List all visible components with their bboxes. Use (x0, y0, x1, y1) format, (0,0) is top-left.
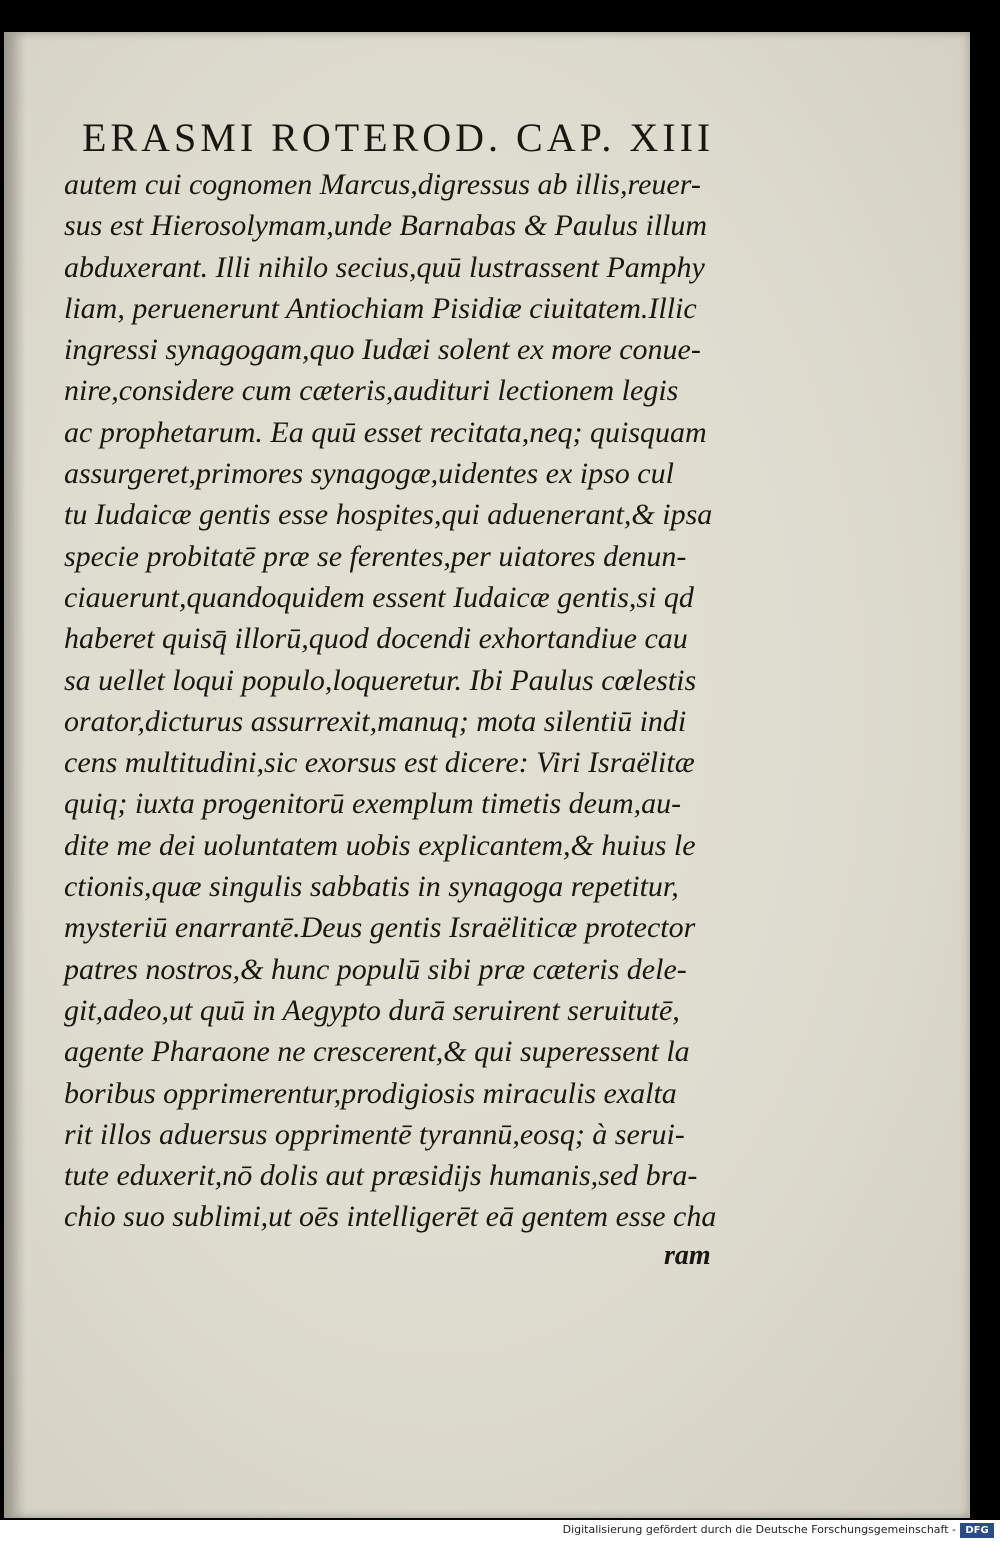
text-line: assurgeret,primores synagogæ,uidentes ex ipso cul (64, 457, 674, 491)
text-line: quiq; iuxta progenitorū exemplum timetis deum,au- (64, 787, 682, 821)
text-line: rit illos aduersus opprimentē tyrannū,eosq; à serui- (64, 1117, 685, 1151)
text-line: sa uellet loqui populo,loqueretur. Ibi Paulus cœlestis (64, 663, 697, 697)
text-line: haberet quisq̄ illorū,quod docendi exhortandiue cau (64, 622, 688, 656)
funding-credit: Digitalisierung gefördert durch die Deutsche Forschungsgemeinschaft - (562, 1523, 956, 1536)
catchword: ram (664, 1240, 711, 1271)
text-line: cens multitudini,sic exorsus est dicere: Viri Israëlitæ (64, 746, 695, 780)
text-line: abduxerant. Illi nihilo secius,quū lustrassent Pamphy (64, 250, 705, 284)
text-line: liam, peruenerunt Antiochiam Pisidiæ ciuitatem.Illic (64, 291, 697, 325)
text-line: boribus opprimerentur,prodigiosis miraculis exalta (64, 1076, 677, 1110)
text-line: mysteriū enarrantē.Deus gentis Israëliticæ protector (64, 911, 696, 945)
text-line: git,adeo,ut quū in Aegypto durā seruirent seruitutē, (64, 993, 680, 1027)
page-gutter-shadow (4, 32, 26, 1518)
text-line: ingressi synagogam,quo Iudæi solent ex more conue- (64, 333, 701, 367)
text-line: sus est Hierosolymam,unde Barnabas & Paulus illum (64, 209, 708, 243)
page-text-block (64, 164, 724, 1238)
text-line: ac prophetarum. Ea quū esset recitata,neq; quisquam (64, 415, 707, 449)
running-header: ERASMI ROTEROD. CAP. XIII (82, 115, 715, 160)
footer-bar (0, 1520, 1000, 1542)
text-line: ciauerunt,quandoquidem essent Iudaicæ gentis,si qd (64, 580, 694, 614)
text-line: tu Iudaicæ gentis esse hospites,qui aduenerant,& ipsa (64, 498, 713, 532)
text-line: specie probitatē præ se ferentes,per uiatores denun- (64, 539, 687, 573)
text-line: agente Pharaone ne crescerent,& qui superessent la (64, 1035, 690, 1069)
text-line: tute eduxerit,nō dolis aut præsidijs humanis,sed bra- (64, 1159, 698, 1193)
text-line: nire,considere cum cæteris,audituri lectionem legis (64, 374, 679, 408)
text-line: autem cui cognomen Marcus,digressus ab illis,reuer- (64, 168, 701, 201)
text-line: dite me dei uoluntatem uobis explicantem,& huius le (64, 828, 696, 862)
text-line: orator,dicturus assurrexit,manuq; mota silentiū indi (64, 704, 687, 738)
text-line: patres nostros,& hunc populū sibi præ cæteris dele- (64, 952, 687, 986)
text-line: ctionis,quæ singulis sabbatis in synagoga repetitur, (64, 870, 679, 904)
dfg-logo: DFG (960, 1523, 994, 1538)
text-line: chio suo sublimi,ut oēs intelligerēt eā gentem esse cha (64, 1200, 717, 1234)
